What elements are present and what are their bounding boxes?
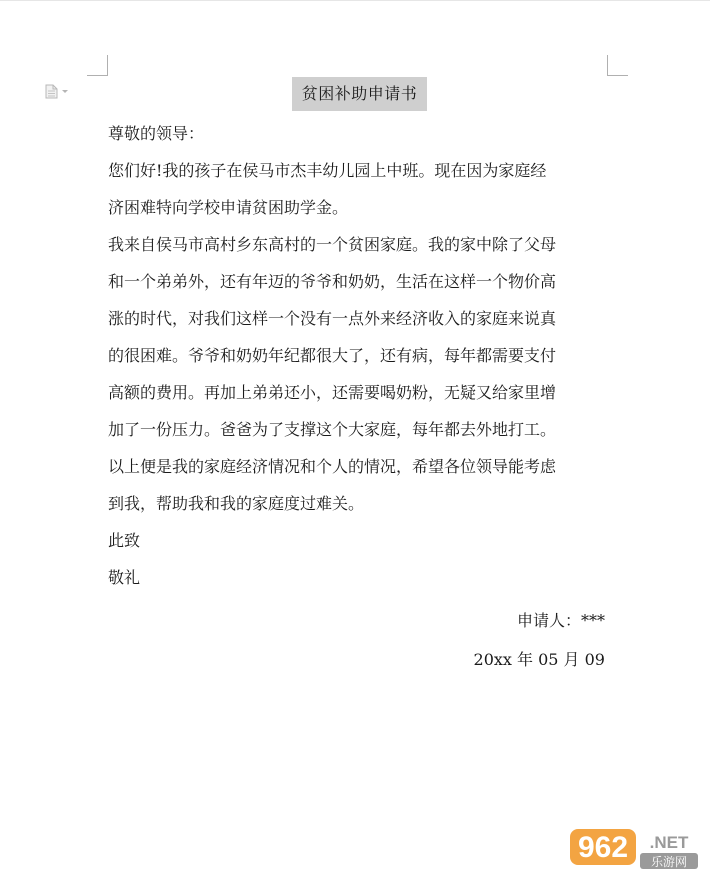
document-icon (45, 84, 58, 99)
text-line: 加了一份压力。爸爸为了支撑这个大家庭，每年都去外地打工。 (108, 420, 557, 439)
text-line: 以上便是我的家庭经济情况和个人的情况，希望各位领导能考虑 (108, 457, 557, 476)
text-line: 涨的时代，对我们这样一个没有一点外来经济收入的家庭来说真 (108, 309, 557, 328)
watermark-subtitle: 乐游网 (650, 855, 688, 869)
text-line: 济困难特向学校申请贫困助学金。 (108, 198, 349, 217)
document-body (108, 115, 608, 596)
paragraph-1[interactable] (108, 152, 608, 226)
salutation[interactable]: 尊敬的领导： (108, 124, 205, 143)
text-line: 的很困难。爷爷和奶奶年纪都很大了，还有病，每年都需要支付 (108, 346, 557, 365)
top-border-line (0, 0, 710, 1)
chevron-down-icon (62, 90, 68, 93)
applicant-signature[interactable]: 申请人：*** (516, 611, 605, 630)
paragraph-options-button[interactable] (45, 84, 68, 99)
paragraph-2[interactable] (108, 226, 608, 522)
closing-line-1[interactable]: 此致 (108, 531, 141, 550)
text-line: 我来自侯马市高村乡东高村的一个贫困家庭。我的家中除了父母 (108, 235, 557, 254)
site-watermark-logo (568, 826, 702, 872)
watermark-digits: 962 (577, 831, 629, 864)
document-date[interactable]: 20xx 年 05 月 09 (473, 650, 605, 669)
text-line: 和一个弟弟外，还有年迈的爷爷和奶奶，生活在这样一个物价高 (108, 272, 557, 291)
page-corner-marker-left (87, 55, 108, 76)
document-title[interactable]: 贫困补助申请书 (292, 77, 427, 111)
text-line: 到我，帮助我和我的家庭度过难关。 (108, 494, 365, 513)
text-line: 高额的费用。再加上弟弟还小，还需要喝奶粉，无疑又给家里增 (108, 383, 557, 402)
closing-line-2[interactable]: 敬礼 (108, 568, 141, 587)
watermark-suffix: .NET (649, 833, 689, 852)
page-corner-marker-right (607, 55, 628, 76)
text-line: 您们好!我的孩子在侯马市杰丰幼儿园上中班。现在因为家庭经 (108, 161, 547, 180)
